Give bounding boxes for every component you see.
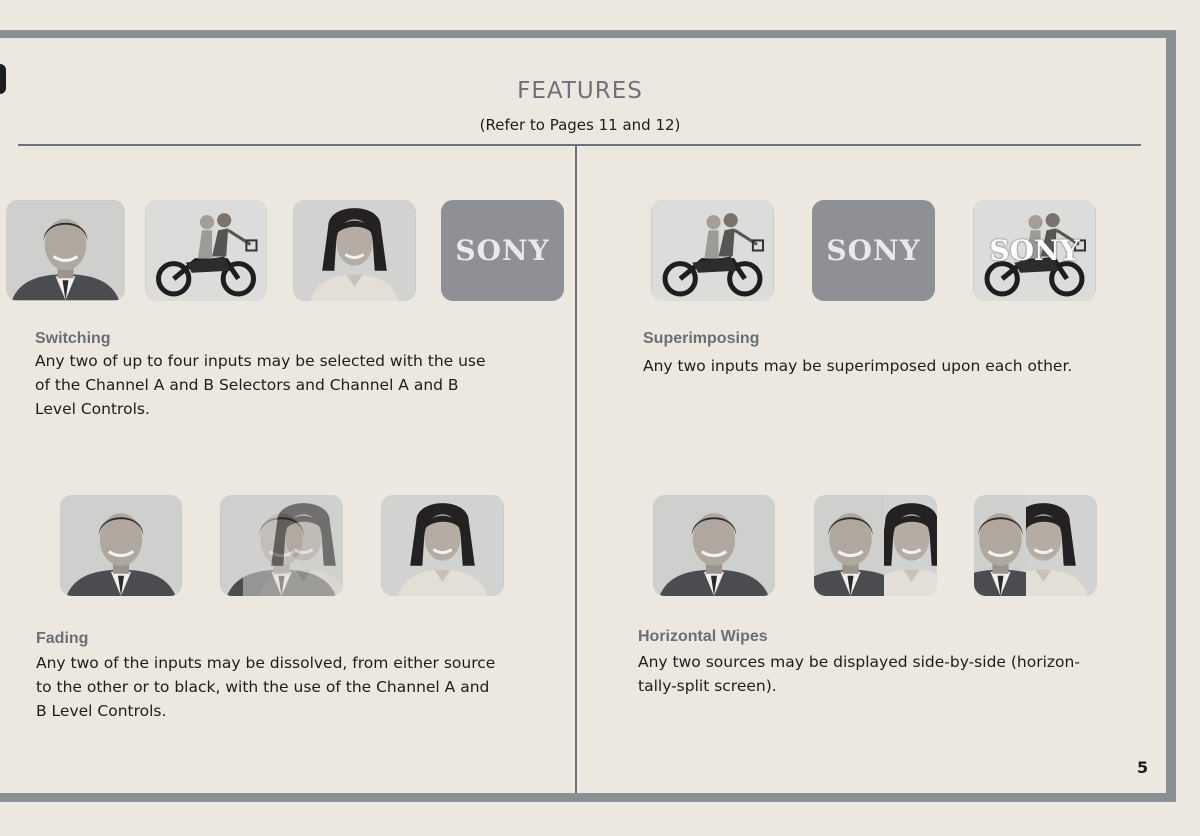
text-line: Any two of up to four inputs may be selected with the use [35,352,486,370]
page-frame-top [0,30,1176,38]
switching-screen-woman [293,200,416,301]
text-line: Any two of the inputs may be dissolved, from either source [36,654,496,672]
page-number: 5 [1137,758,1149,777]
switching-screen-sony-logo [441,200,564,301]
fading-screen-man [60,495,182,596]
wipe-screen-split-2 [974,495,1097,596]
header-rule [18,144,1141,146]
fading-description [36,651,556,723]
page-frame-bottom [0,793,1176,802]
fading-screen-woman [381,495,504,596]
horizontal-wipes-description [638,650,1148,698]
page-frame-right [1166,30,1176,802]
page-title: FEATURES [517,78,643,104]
superimposing-screen-motorcycle [651,200,774,301]
superimposing-screen-combined [973,200,1096,301]
wipe-screen-man [653,495,775,596]
text-line: of the Channel A and B Selectors and Channel A and B [35,376,459,394]
switching-description [35,349,555,421]
wipe-screen-split-1 [814,495,937,596]
text-line: Any two inputs may be superimposed upon each other. [643,357,1073,375]
text-line: Any two sources may be displayed side-by-side (horizon- [638,653,1080,671]
switching-screen-motorcycle [145,200,267,301]
page-subtitle: (Refer to Pages 11 and 12) [479,116,681,134]
horizontal-wipes-heading: Horizontal Wipes [638,628,768,645]
switching-heading: Switching [35,330,111,347]
text-line: to the other or to black, with the use of the Channel A and [36,678,490,696]
fading-heading: Fading [36,630,89,647]
sony-logo-text: SONY [455,234,550,267]
text-line: Level Controls. [35,400,150,418]
fading-screen-dissolve [220,495,343,596]
sony-logo-text: SONY [826,234,921,267]
superimposing-description [643,354,1143,378]
column-divider [575,146,577,793]
sony-logo-overlay: SONY [989,234,1080,267]
superimposing-heading: Superimposing [643,330,760,347]
text-line: tally-split screen). [638,677,777,695]
switching-screen-man [6,200,125,301]
text-line: B Level Controls. [36,702,167,720]
superimposing-screen-sony-logo [812,200,935,301]
